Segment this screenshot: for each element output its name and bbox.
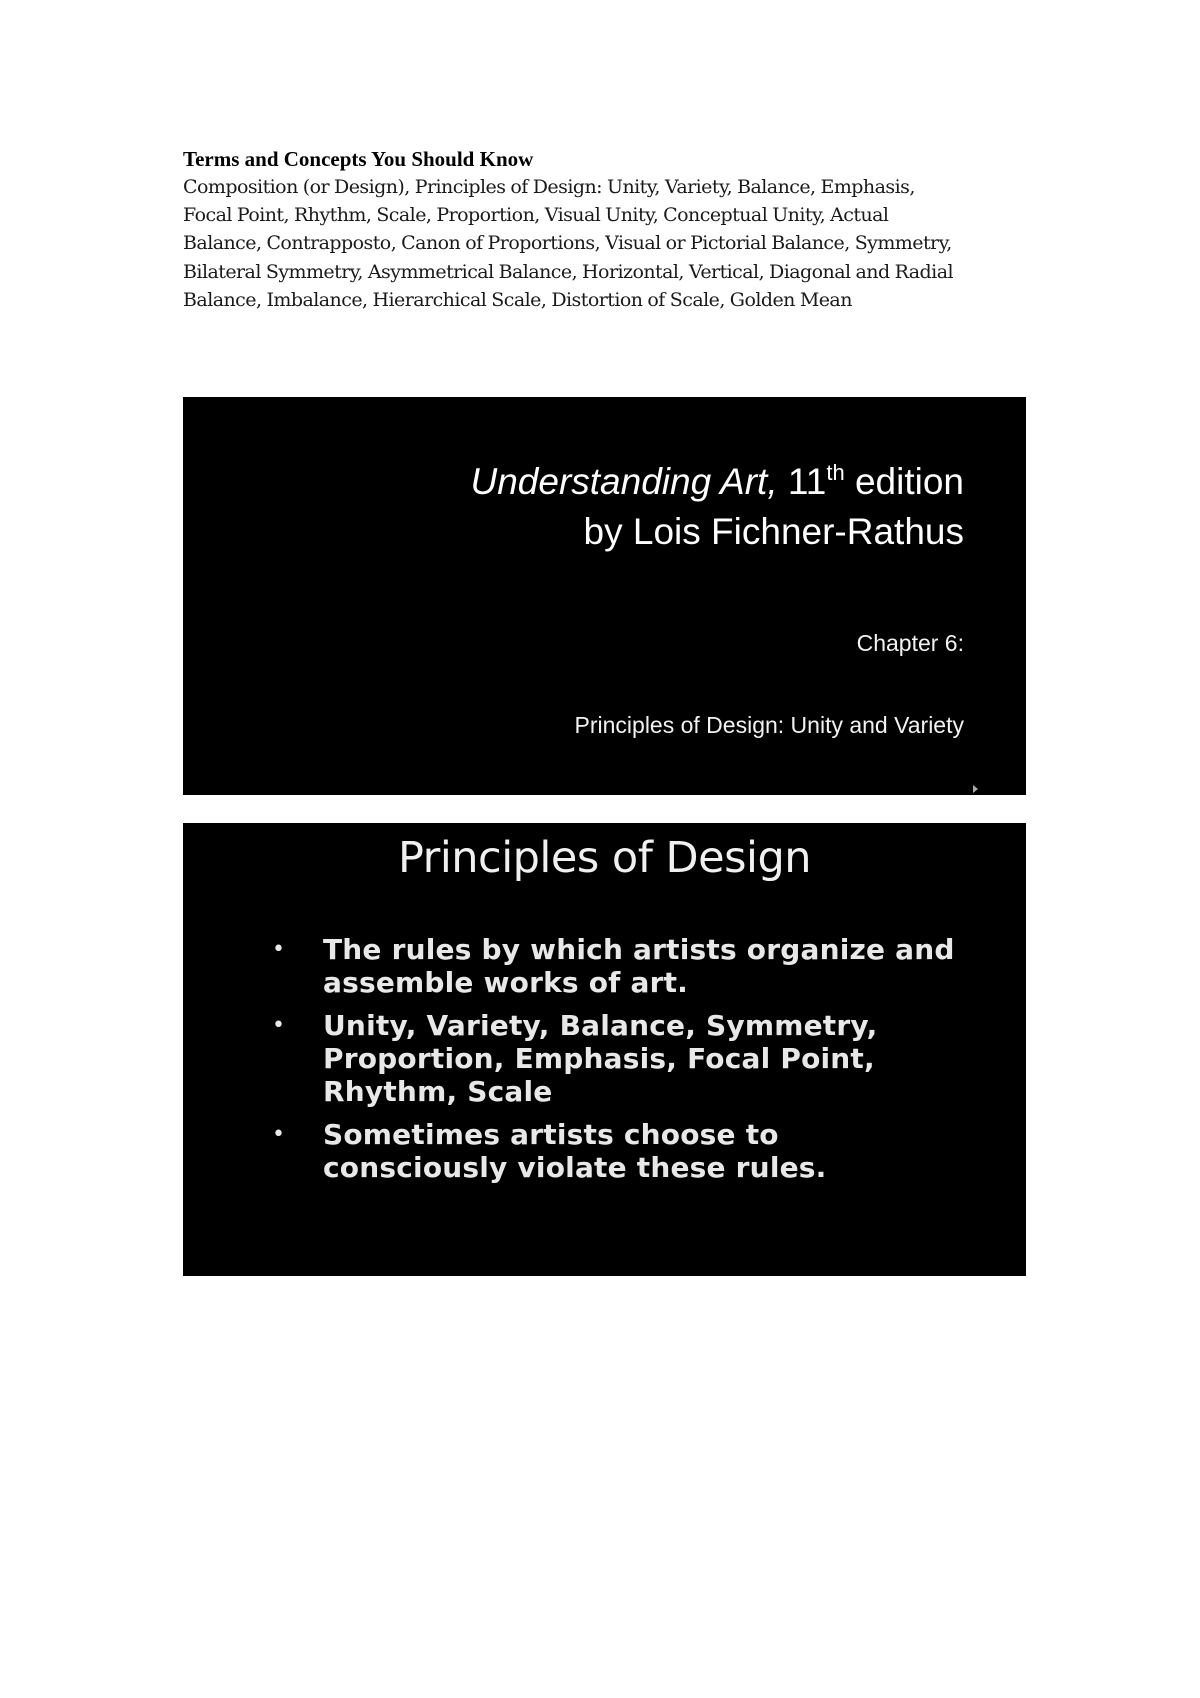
list-item: [272, 933, 973, 999]
slide-title: [183, 397, 1026, 795]
author-line: by Lois Fichner-Rathus: [583, 511, 964, 552]
list-item-text: The rules by which artists organize and assemble works of art.: [323, 933, 955, 999]
terms-line: Composition (or Design), Principles of Design: Unity, Variety, Balance, Emphasis,: [183, 176, 915, 198]
terms-line: Bilateral Symmetry, Asymmetrical Balance, Horizontal, Vertical, Diagonal and Radial: [183, 260, 954, 283]
book-title-line: [470, 457, 964, 507]
bullet-icon: •: [272, 1013, 286, 1038]
list-item: [272, 1118, 973, 1184]
cursor-mark-icon: [973, 785, 978, 793]
terms-line: Balance, Imbalance, Hierarchical Scale, Distortion of Scale, Golden Mean: [183, 288, 852, 311]
list-item-text: Sometimes artists choose to consciously violate these rules.: [323, 1118, 827, 1184]
slide-principles: [183, 823, 1026, 1276]
chapter-label: Chapter 6:: [856, 630, 964, 656]
book-title: Understanding Art,: [470, 461, 778, 502]
terms-line: Focal Point, Rhythm, Scale, Proportion, Visual Unity, Conceptual Unity, Actual: [183, 204, 889, 227]
list-item-text: Unity, Variety, Balance, Symmetry, Proportion, Emphasis, Focal Point, Rhythm, Scale: [323, 1009, 878, 1108]
bullet-icon: •: [272, 1122, 286, 1147]
principles-list: [272, 933, 973, 1194]
edition-suffix: th: [826, 460, 845, 485]
chapter-subtitle: Principles of Design: Unity and Variety: [574, 712, 964, 738]
terms-heading: Terms and Concepts You Should Know: [183, 147, 534, 171]
edition-number: 11: [787, 461, 827, 502]
terms-section: [183, 145, 1033, 314]
terms-line: Balance, Contrapposto, Canon of Proportions, Visual or Pictorial Balance, Symmetry,: [183, 232, 952, 255]
slide-principles-title: Principles of Design: [398, 833, 811, 883]
bullet-icon: •: [272, 937, 286, 962]
terms-body: [183, 173, 1033, 314]
list-item: [272, 1009, 973, 1108]
slide-title-heading: [470, 457, 964, 557]
edition-word: edition: [854, 461, 964, 502]
